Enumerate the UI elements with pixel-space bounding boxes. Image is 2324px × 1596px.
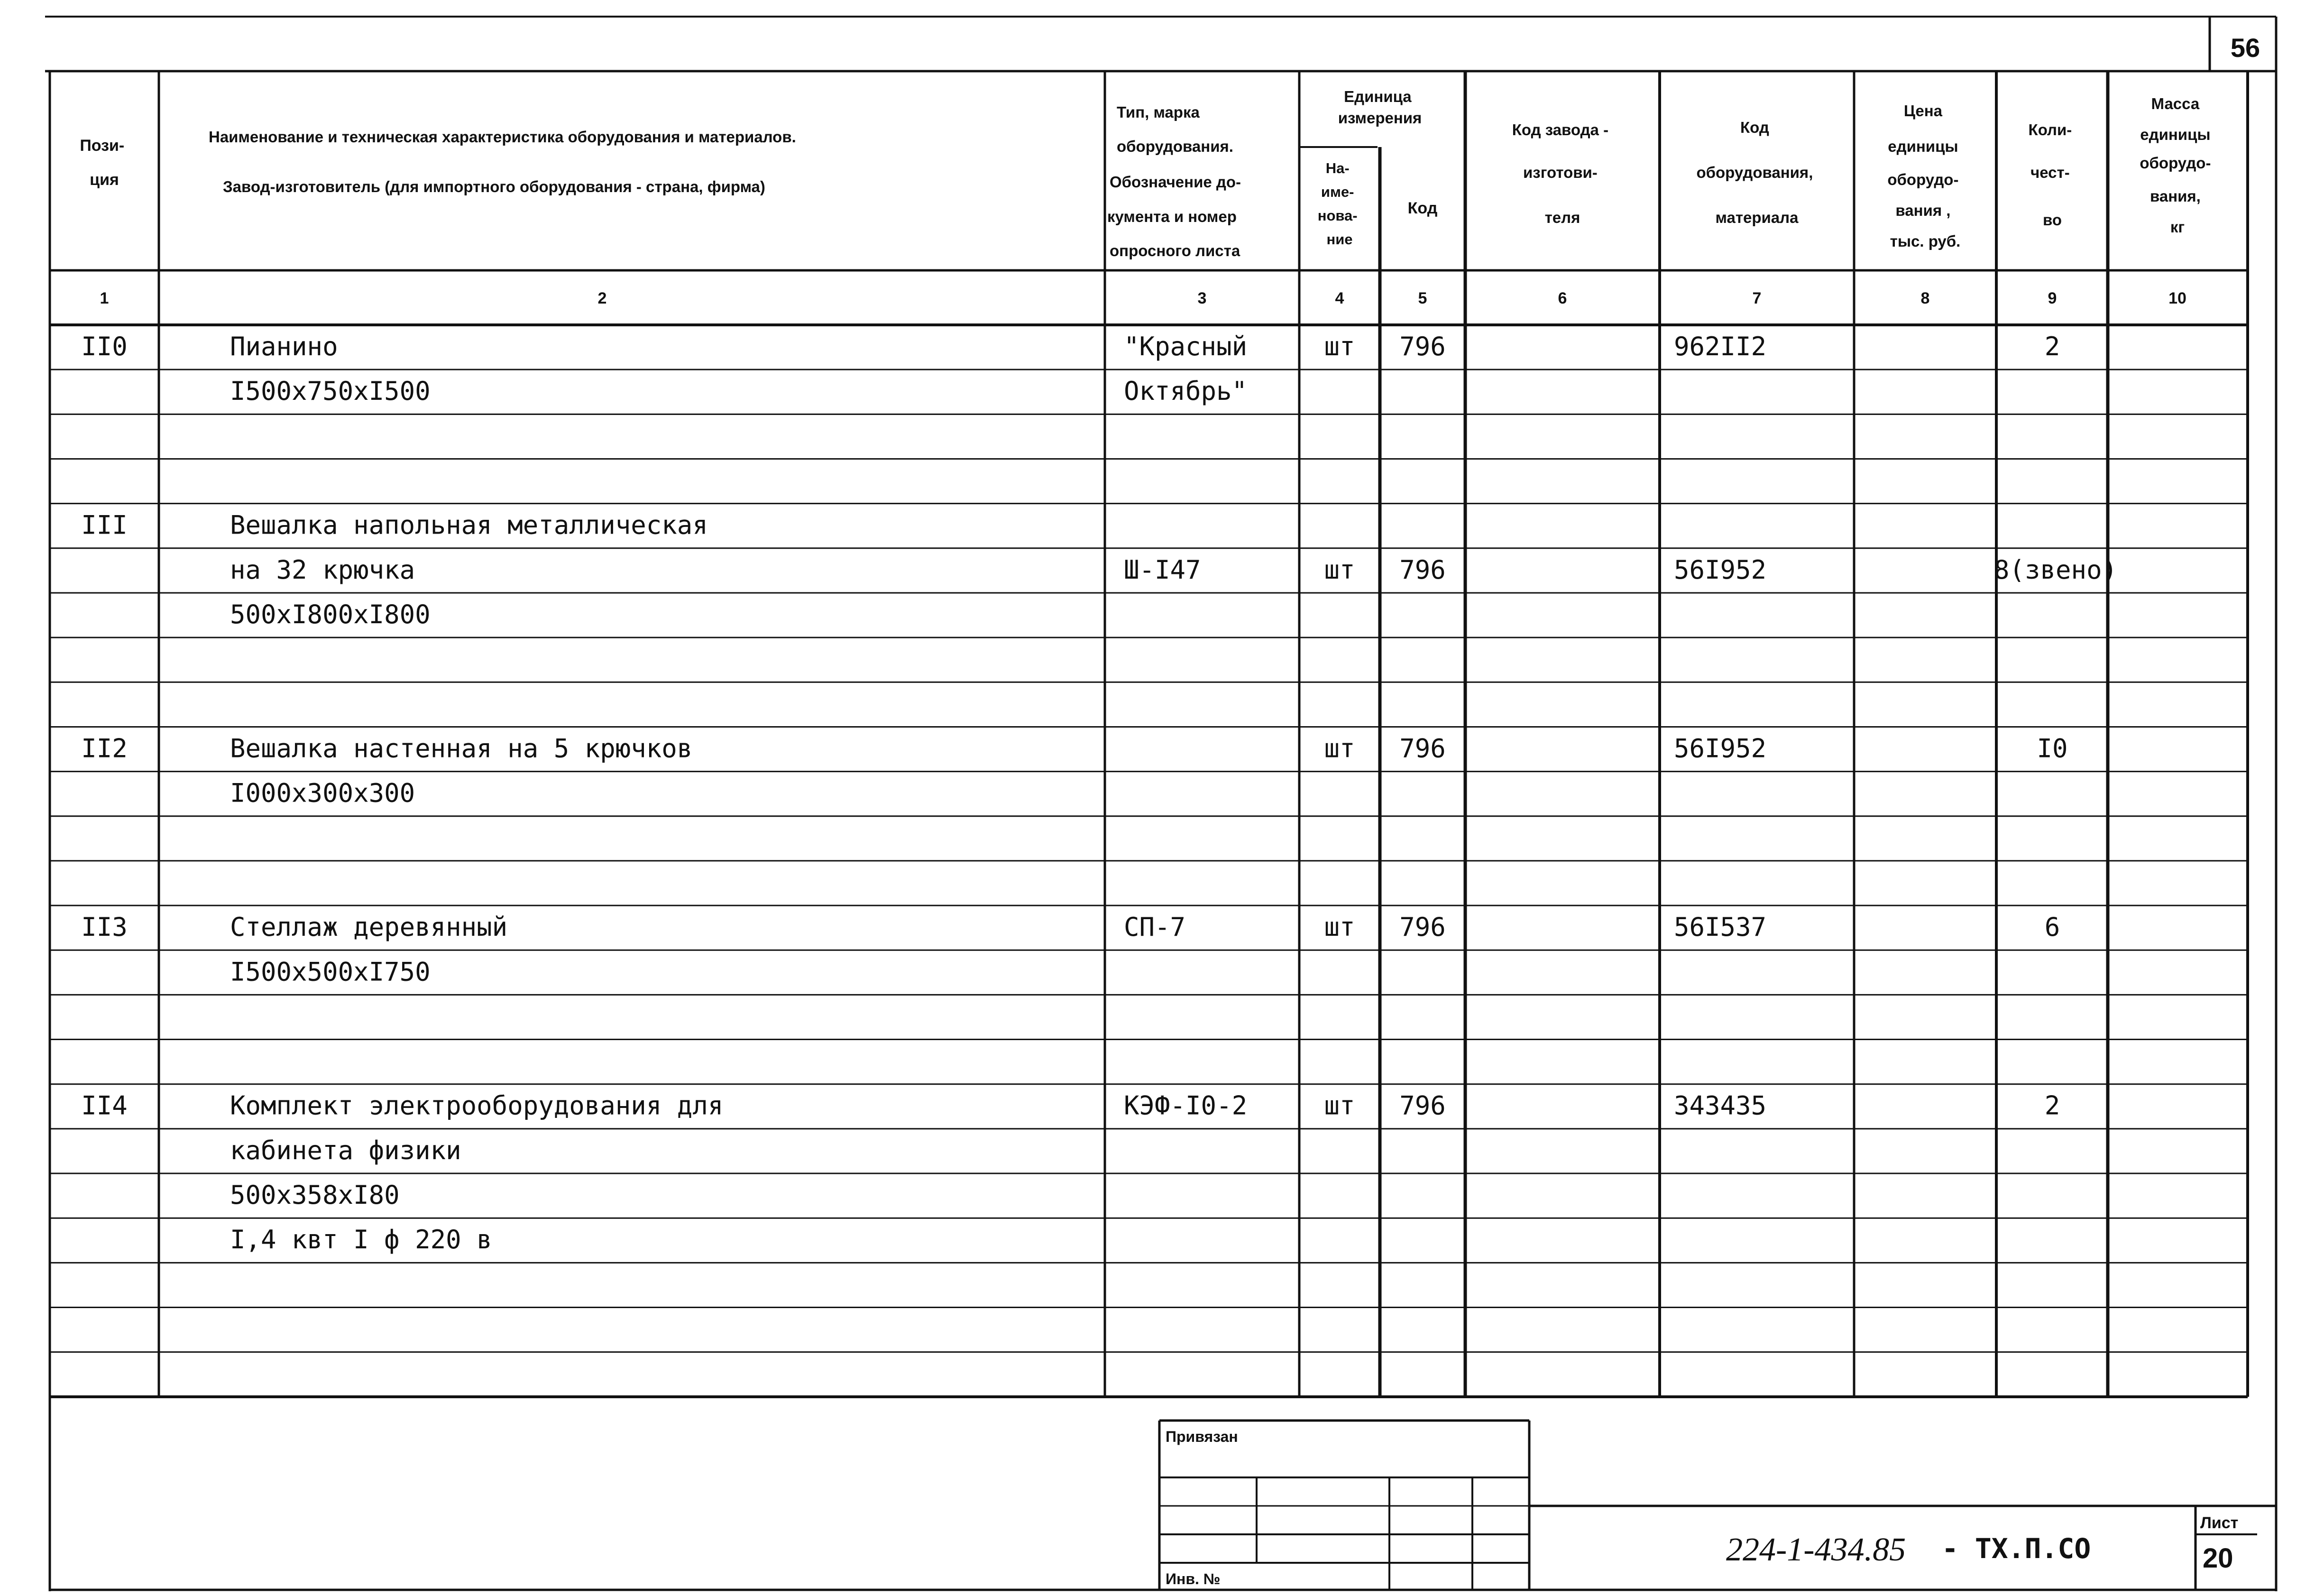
cell-type: "Красный: [1124, 332, 1248, 362]
sheet-number: 56: [2230, 33, 2260, 63]
column-number: 7: [1752, 289, 1762, 307]
column-number: 6: [1558, 289, 1567, 307]
cell-position: II4: [81, 1090, 128, 1121]
table-body: [81, 332, 2117, 1255]
cell-name: 500xI800xI800: [230, 599, 431, 629]
table-row: [230, 1135, 461, 1165]
cell-quantity: 6: [2044, 912, 2060, 942]
cell-equipment-code: 56I952: [1674, 733, 1767, 764]
cell-name: 500x358xI80: [230, 1180, 400, 1210]
cell-unit: шт: [1324, 733, 1355, 764]
header-equipment-code: Код оборудования, материала: [1696, 119, 1813, 226]
table-row: [230, 778, 415, 808]
table-row: [81, 733, 2067, 763]
cell-unit-code: 796: [1399, 1090, 1446, 1121]
cell-position: III: [81, 510, 128, 540]
column-headers: [80, 88, 2215, 259]
column-number: 9: [2048, 289, 2057, 307]
cell-name: на 32 крючка: [230, 554, 415, 585]
title-block: [1159, 1421, 2276, 1590]
header-unit-code: Код: [1407, 199, 1438, 217]
table-row: [81, 510, 708, 540]
cell-equipment-code: 343435: [1674, 1090, 1767, 1121]
cell-type: Ш-I47: [1124, 554, 1201, 585]
cell-position: II2: [81, 733, 128, 764]
cell-name: Вешалка напольная металлическая: [230, 510, 708, 540]
sheet-value: 20: [2203, 1543, 2233, 1574]
cell-quantity: I0: [2037, 733, 2068, 764]
cell-name: Стеллаж деревянный: [230, 912, 508, 942]
cell-unit: шт: [1324, 1090, 1355, 1121]
column-number: 8: [1920, 289, 1930, 307]
column-number: 3: [1197, 289, 1207, 307]
cell-name: I500x500xI750: [230, 957, 431, 987]
table-row: [230, 600, 431, 629]
column-number: 1: [100, 289, 109, 307]
linked-label: Привязан: [1166, 1428, 1238, 1445]
document-code: 224-1-434.85: [1726, 1531, 1906, 1568]
cell-type: КЭФ-I0-2: [1124, 1090, 1248, 1121]
table-row: [230, 376, 1247, 406]
cell-name: кабинета физики: [230, 1135, 461, 1165]
cell-name: Пианино: [230, 332, 338, 362]
cell-quantity: 2: [2044, 1090, 2060, 1121]
column-number: 2: [597, 289, 607, 307]
cell-position: II3: [81, 912, 128, 942]
sheet-label: Лист: [2200, 1514, 2239, 1532]
table-row: [81, 332, 2060, 361]
table-row: [230, 957, 431, 987]
cell-name: I000x300x300: [230, 778, 415, 808]
cell-unit: шт: [1324, 554, 1355, 585]
header-position: Пози- ция: [80, 137, 125, 189]
table-row: [230, 1180, 400, 1210]
cell-unit-code: 796: [1399, 912, 1446, 942]
cell-position: II0: [81, 332, 128, 362]
inventory-label: Инв. №: [1166, 1570, 1221, 1587]
cell-type: СП-7: [1124, 912, 1186, 942]
header-unit-name: На- име- нова- ние: [1317, 160, 1358, 248]
cell-name: I,4 квт I ф 220 в: [230, 1225, 492, 1255]
header-mass: Масса единицы оборудо- вания, кг: [2140, 95, 2211, 236]
column-number: 10: [2168, 289, 2186, 307]
cell-unit: шт: [1324, 332, 1355, 362]
cell-equipment-code: 962II2: [1674, 332, 1767, 362]
column-number: 5: [1418, 289, 1427, 307]
header-maker-code: Код завода - изготови- теля: [1512, 121, 1609, 226]
table-row: [230, 1225, 492, 1255]
header-unit-group: Единица измерения: [1338, 88, 1422, 127]
header-name: Наименование и техническая характеристика оборудования и материалов. Завод-изготовитель (для импортного оборудования - страна, фирма): [209, 128, 796, 195]
column-numbers: [100, 289, 2186, 307]
table-row: [81, 912, 2060, 942]
cell-name: Вешалка настенная на 5 крючков: [230, 733, 693, 764]
header-unit-price: Цена единицы оборудо- вания , тыс. руб.: [1887, 102, 1961, 250]
cell-name: I500x750xI500: [230, 376, 431, 406]
column-number: 4: [1335, 289, 1344, 307]
cell-unit-code: 796: [1399, 554, 1446, 585]
cell-equipment-code: 56I952: [1674, 554, 1767, 585]
cell-unit: шт: [1324, 912, 1355, 942]
header-type: Тип, марка оборудования. Обозначение до- кумента и номер опросного листа: [1107, 103, 1241, 259]
cell-quantity: 2: [2044, 332, 2060, 362]
cell-unit-code: 796: [1399, 332, 1446, 362]
cell-name: Комплект электрооборудования для: [230, 1090, 724, 1121]
document-suffix: - ТХ.П.СО: [1942, 1532, 2091, 1565]
cell-equipment-code: 56I537: [1674, 912, 1767, 942]
table-row: [81, 1091, 2060, 1121]
header-quantity: Коли- чест- во: [2028, 121, 2072, 229]
cell-unit-code: 796: [1399, 733, 1446, 764]
table-row: [230, 555, 2117, 585]
cell-type: Октябрь": [1124, 376, 1248, 406]
cell-quantity: 8(звено): [1994, 554, 2118, 585]
